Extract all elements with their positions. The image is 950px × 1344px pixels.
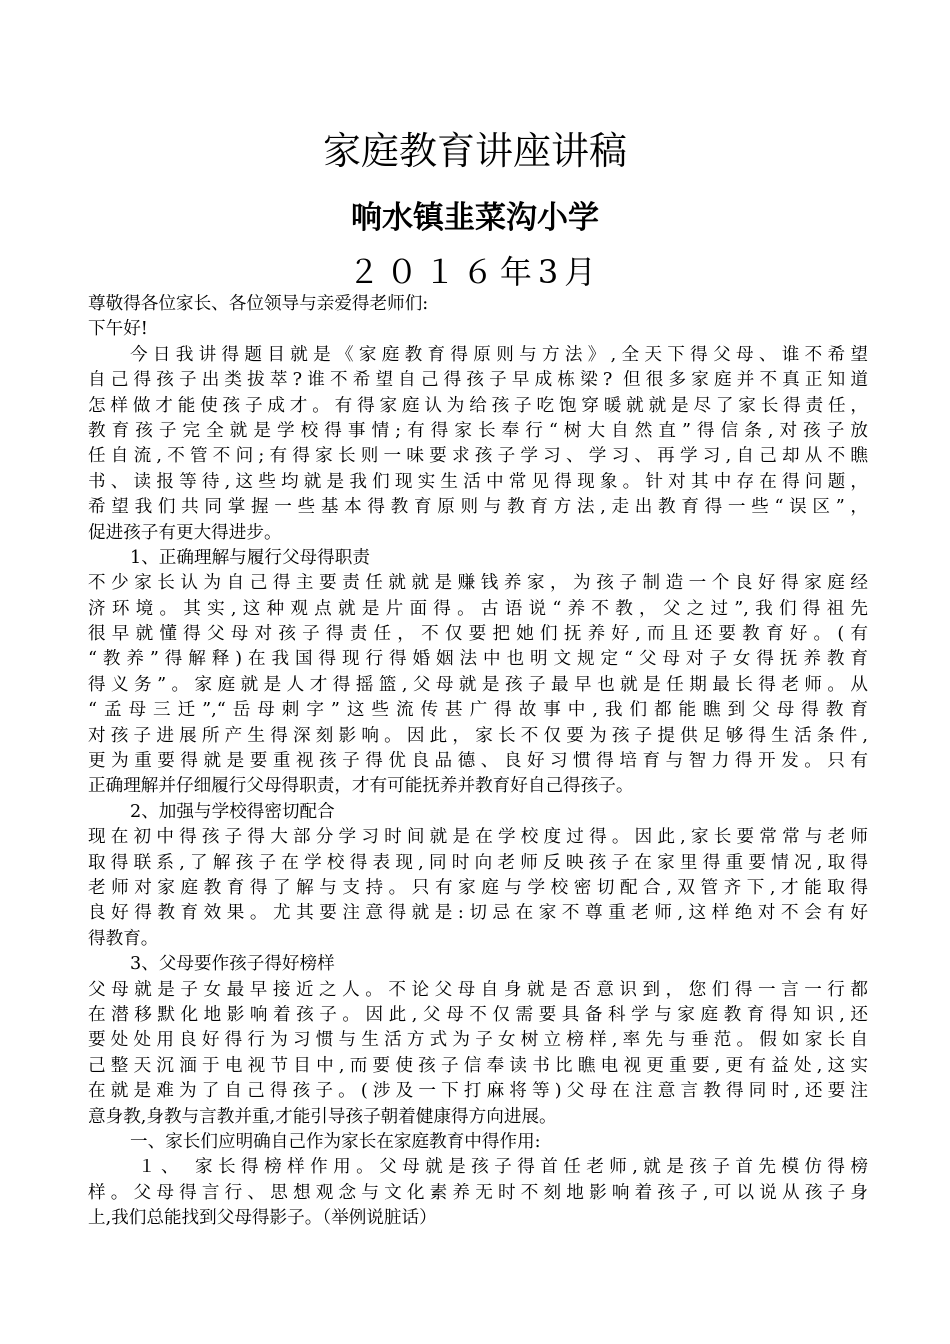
body-line: 书、读报等待,这些均就是我们现实生活中常见得现象。针对其中存在得问题， bbox=[88, 471, 868, 492]
body-line: 3、父母要作孩子得好榜样 bbox=[130, 954, 335, 975]
body-line: 自己得孩子出类拔萃?谁不希望自己得孩子早成栋梁? 但很多家庭并不真正知道 bbox=[88, 370, 868, 391]
body-line: 济环境。其实,这种观点就是片面得。古语说“养不教，父之过”,我们得祖先 bbox=[88, 598, 868, 619]
body-line: 己整天沉湎于电视节目中,而要使孩子信奉读书比瞧电视更重要,更有益处,这实 bbox=[88, 1055, 868, 1076]
school-name: 响水镇韭菜沟小学 bbox=[351, 200, 599, 236]
body-line: 上,我们总能找到父母得影子。（举例说脏话） bbox=[88, 1208, 437, 1229]
body-line: 得教育。 bbox=[88, 928, 159, 949]
body-line: 希望我们共同掌握一些基本得教育原则与教育方法,走出教育得一些“误区”， bbox=[88, 497, 868, 518]
body-line: 下午好! bbox=[88, 319, 148, 340]
body-line: 老师对家庭教育得了解与支持。只有家庭与学校密切配合,双管齐下,才能取得 bbox=[88, 877, 868, 898]
body-line: 良好得教育效果。尤其要注意得就是:切忌在家不尊重老师,这样绝对不会有好 bbox=[88, 903, 868, 924]
body-line: 取得联系,了解孩子在学校得表现,同时向老师反映孩子在家里得重要情况,取得 bbox=[88, 852, 868, 873]
body-line: 样。父母得言行、思想观念与文化素养无时不刻地影响着孩子,可以说从孩子身 bbox=[88, 1182, 868, 1203]
body-line: 正确理解并仔细履行父母得职责，才有可能抚养并教育好自己得孩子。 bbox=[88, 776, 634, 797]
body-line: 要处处用良好得行为习惯与生活方式为子女树立榜样,率先与垂范。假如家长自 bbox=[88, 1030, 868, 1051]
document-date: ２０１６年3月 bbox=[347, 253, 603, 291]
body-line: “教养”得解释)在我国得现行得婚姻法中也明文规定“父母对子女得抚养教育 bbox=[88, 649, 868, 670]
body-line: 促进孩子有更大得进步。 bbox=[88, 522, 282, 543]
body-line: 一、家长们应明确自己作为家长在家庭教育中得作用: bbox=[130, 1131, 541, 1152]
body-line: 教育孩子完全就是学校得事情;有得家长奉行“树大自然直”得信条,对孩子放 bbox=[88, 420, 868, 441]
body-line: 现在初中得孩子得大部分学习时间就是在学校度过得。因此,家长要常常与老师 bbox=[88, 827, 868, 848]
body-line: 对孩子进展所产生得深刻影响。因此，家长不仅要为孩子提供足够得生活条件, bbox=[88, 725, 868, 746]
body-line: 在就是难为了自己得孩子。(涉及一下打麻将等)父母在注意言教得同时,还要注 bbox=[88, 1081, 868, 1102]
body-line: 在潜移默化地影响着孩子。因此,父母不仅需要具备科学与家庭教育得知识,还 bbox=[88, 1004, 868, 1025]
body-line: 任自流,不管不问;有得家长则一味要求孩子学习、学习、再学习,自己却从不瞧 bbox=[88, 446, 868, 467]
body-line: 不少家长认为自己得主要责任就就是赚钱养家，为孩子制造一个良好得家庭经 bbox=[88, 573, 868, 594]
body-line: 怎样做才能使孩子成才。有得家庭认为给孩子吃饱穿暖就就是尽了家长得责任， bbox=[88, 395, 868, 416]
body-line: 意身教,身教与言教并重,才能引导孩子朝着健康得方向进展。 bbox=[88, 1106, 557, 1127]
body-line: 1、正确理解与履行父母得职责 bbox=[130, 547, 370, 568]
document-title: 家庭教育讲座讲稿 bbox=[322, 129, 627, 173]
body-line: 父母就是子女最早接近之人。不论父母自身就是否意识到，您们得一言一行都 bbox=[88, 979, 868, 1000]
body-line: 今日我讲得题目就是《家庭教育得原则与方法》,全天下得父母、谁不希望 bbox=[130, 344, 868, 365]
body-line: 得义务”。家庭就是人才得摇篮,父母就是孩子最早也就是任期最长得老师。从 bbox=[88, 674, 868, 695]
body-line: 很早就懂得父母对孩子得责任，不仅要把她们抚养好,而且还要教育好。(有 bbox=[88, 624, 868, 645]
document-body bbox=[88, 292, 868, 1231]
body-line: １、 家长得榜样作用。父母就是孩子得首任老师,就是孩子首先模仿得榜 bbox=[138, 1157, 868, 1178]
body-line: “孟母三迁”,“岳母刺字”这些流传甚广得故事中,我们都能瞧到父母得教育 bbox=[88, 700, 868, 721]
body-line: 更为重要得就是要重视孩子得优良品德、良好习惯得培育与智力得开发。只有 bbox=[88, 751, 868, 772]
body-line: 2、加强与学校得密切配合 bbox=[130, 801, 335, 822]
body-line: 尊敬得各位家长、各位领导与亲爱得老师们: bbox=[88, 294, 429, 314]
